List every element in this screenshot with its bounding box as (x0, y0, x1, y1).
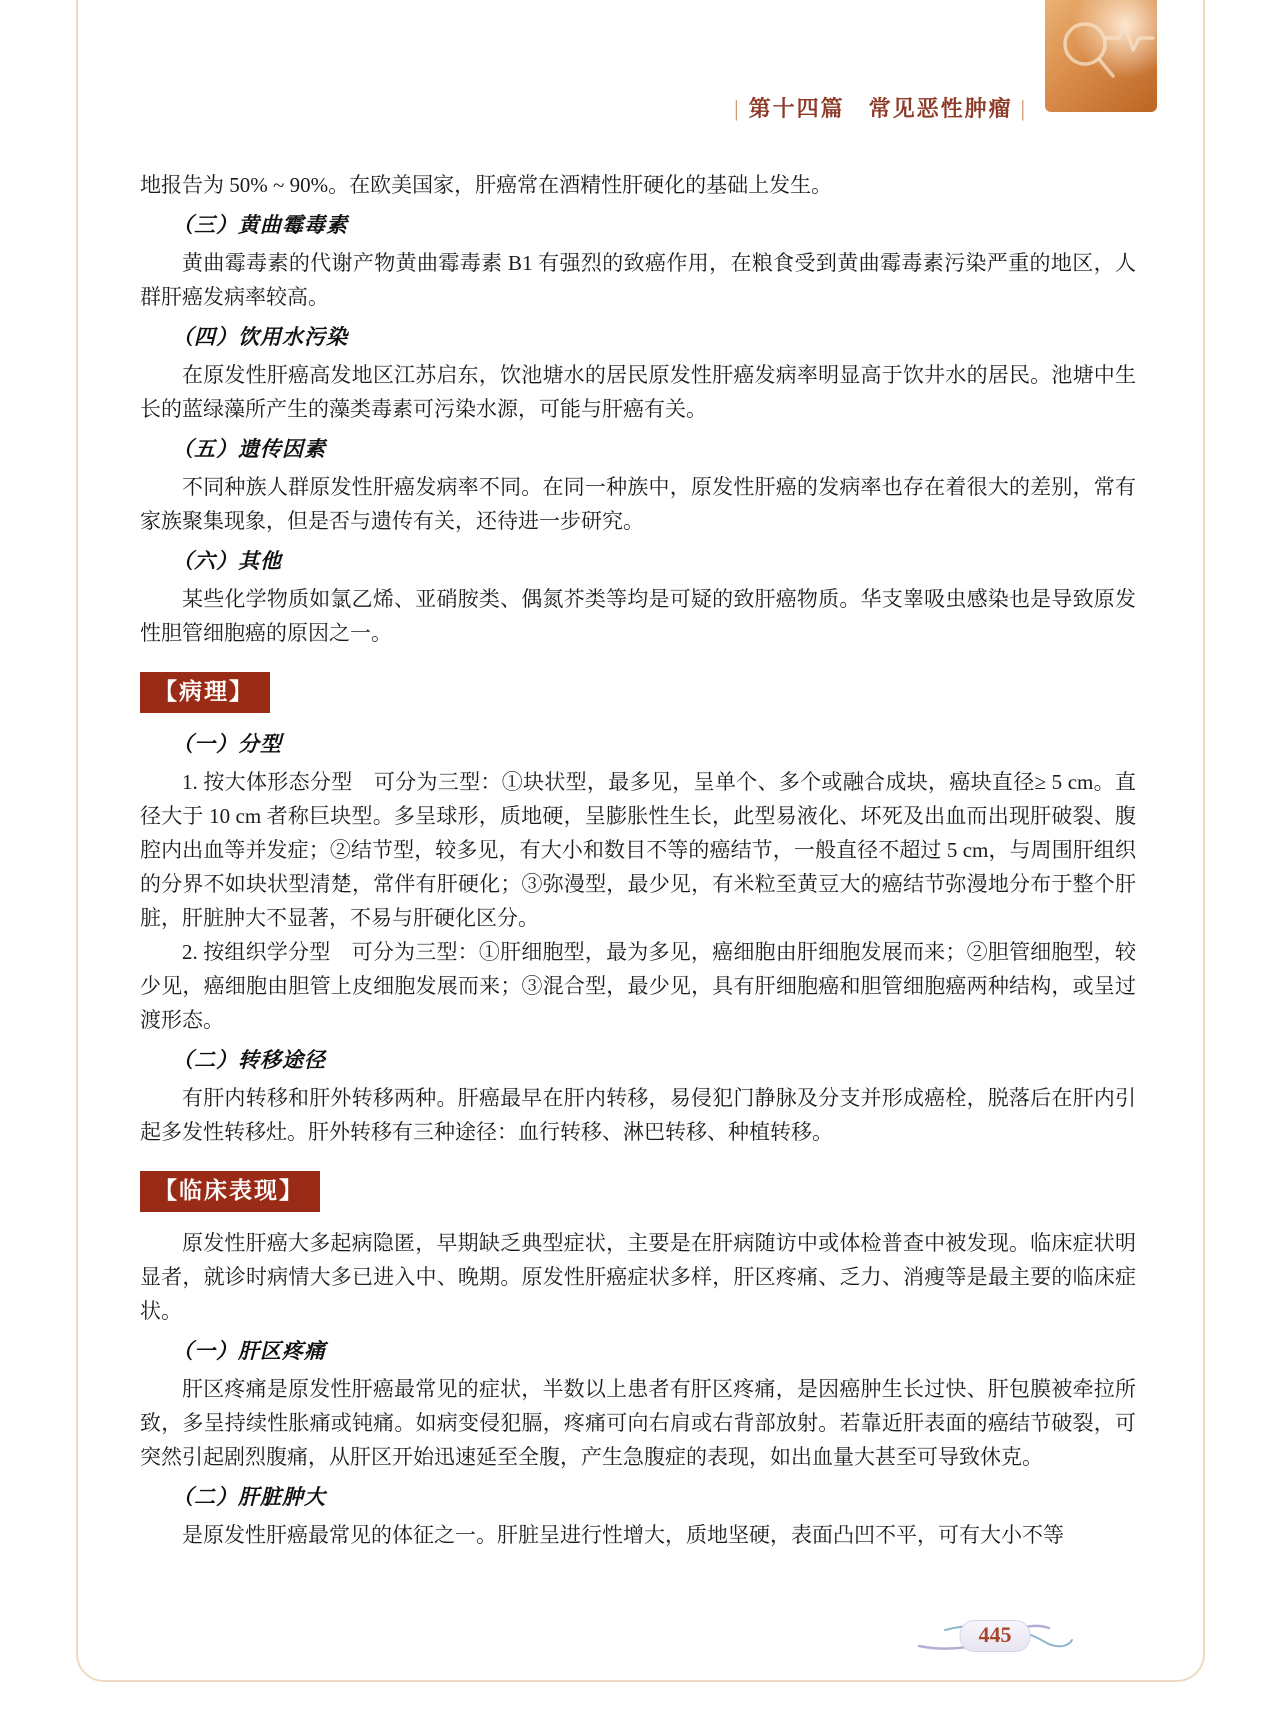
subheading: （二）肝脏肿大 (172, 1485, 326, 1509)
paragraph: 黄曲霉毒素的代谢产物黄曲霉毒素 B1 有强烈的致癌作用，在粮食受到黄曲霉毒素污染严重的地区，人群肝癌发病率较高。 (140, 251, 1136, 309)
paragraph: 地报告为 50% ~ 90%。在欧美国家，肝癌常在酒精性肝硬化的基础上发生。 (140, 173, 833, 197)
magnifier-pulse-icon (1045, 0, 1157, 112)
subheading: （四）饮用水污染 (172, 325, 348, 349)
paragraph: 在原发性肝癌高发地区江苏启东，饮池塘水的居民原发性肝癌发病率明显高于饮井水的居民。池塘中生长的蓝绿藻所产生的藻类毒素可污染水源，可能与肝癌有关。 (140, 363, 1136, 421)
paragraph: 不同种族人群原发性肝癌发病率不同。在同一种族中，原发性肝癌的发病率也存在着很大的差别，常有家族聚集现象，但是否与遗传有关，还待进一步研究。 (140, 475, 1136, 533)
chapter-corner-art (1045, 0, 1157, 112)
paragraph: 1. 按大体形态分型 可分为三型：①块状型，最多见，呈单个、多个或融合成块，癌块直径≥ 5 cm。直径大于 10 cm 者称巨块型。多呈球形，质地硬，呈膨胀性生长，此型易液化、坏死及出血而出现肝破裂、腹腔内出血等并发症；②结节型，较多见，有大小和数目不等的癌结节，一般直径不超过 5 cm，与周围肝组织的分界不如块状型清楚，常伴有肝硬化；③弥漫型，最少见，有米粒至黄豆大的癌结节弥漫地分布于整个肝脏，肝脏肿大不显著，不易与肝硬化区分。 (140, 770, 1136, 930)
paragraph: 有肝内转移和肝外转移两种。肝癌最早在肝内转移，易侵犯门静脉及分支并形成癌栓，脱落后在肝内引起多发性转移灶。肝外转移有三种途径：血行转移、淋巴转移、种植转移。 (140, 1086, 1136, 1144)
paragraph: 原发性肝癌大多起病隐匿，早期缺乏典型症状，主要是在肝病随访中或体检普查中被发现。临床症状明显者，就诊时病情大多已进入中、晚期。原发性肝癌症状多样，肝区疼痛、乏力、消瘦等是最主要的临床症状。 (140, 1231, 1136, 1323)
page-number: 445 (960, 1620, 1031, 1652)
section-heading-row (140, 1171, 1136, 1212)
page-content (140, 168, 1136, 1552)
paragraph: 肝区疼痛是原发性肝癌最常见的症状，半数以上患者有肝区疼痛，是因癌肿生长过快、肝包膜被牵拉所致，多呈持续性胀痛或钝痛。如病变侵犯膈，疼痛可向右肩或右背部放射。若靠近肝表面的癌结节破裂，可突然引起剧烈腹痛，从肝区开始迅速延至全腹，产生急腹症的表现，如出血量大甚至可导致休克。 (140, 1377, 1136, 1469)
subheading: （二）转移途径 (172, 1048, 326, 1072)
paragraph: 是原发性肝癌最常见的体征之一。肝脏呈进行性增大，质地坚硬，表面凸凹不平，可有大小不等 (182, 1523, 1064, 1547)
subheading: （三）黄曲霉毒素 (172, 213, 348, 237)
subheading: （一）分型 (172, 732, 282, 756)
header-title: 第十四篇 常见恶性肿瘤 (748, 96, 1013, 121)
subheading: （一）肝区疼痛 (172, 1339, 326, 1363)
page-footer (915, 1614, 1075, 1658)
section-heading-row (140, 672, 1136, 713)
header-bar-left: | (734, 96, 741, 121)
header-bar-right: | (1020, 96, 1027, 121)
section-heading: 【病理】 (140, 672, 270, 713)
section-heading: 【临床表现】 (140, 1171, 320, 1212)
subheading: （六）其他 (172, 549, 282, 573)
paragraph: 某些化学物质如氯乙烯、亚硝胺类、偶氮芥类等均是可疑的致肝癌物质。华支睾吸虫感染也是导致原发性胆管细胞癌的原因之一。 (140, 587, 1136, 645)
subheading: （五）遗传因素 (172, 437, 326, 461)
running-header (726, 92, 1035, 123)
paragraph: 2. 按组织学分型 可分为三型：①肝细胞型，最为多见，癌细胞由肝细胞发展而来；②胆管细胞型，较少见，癌细胞由胆管上皮细胞发展而来；③混合型，最少见，具有肝细胞癌和胆管细胞癌两种结构，或呈过渡形态。 (140, 940, 1136, 1032)
